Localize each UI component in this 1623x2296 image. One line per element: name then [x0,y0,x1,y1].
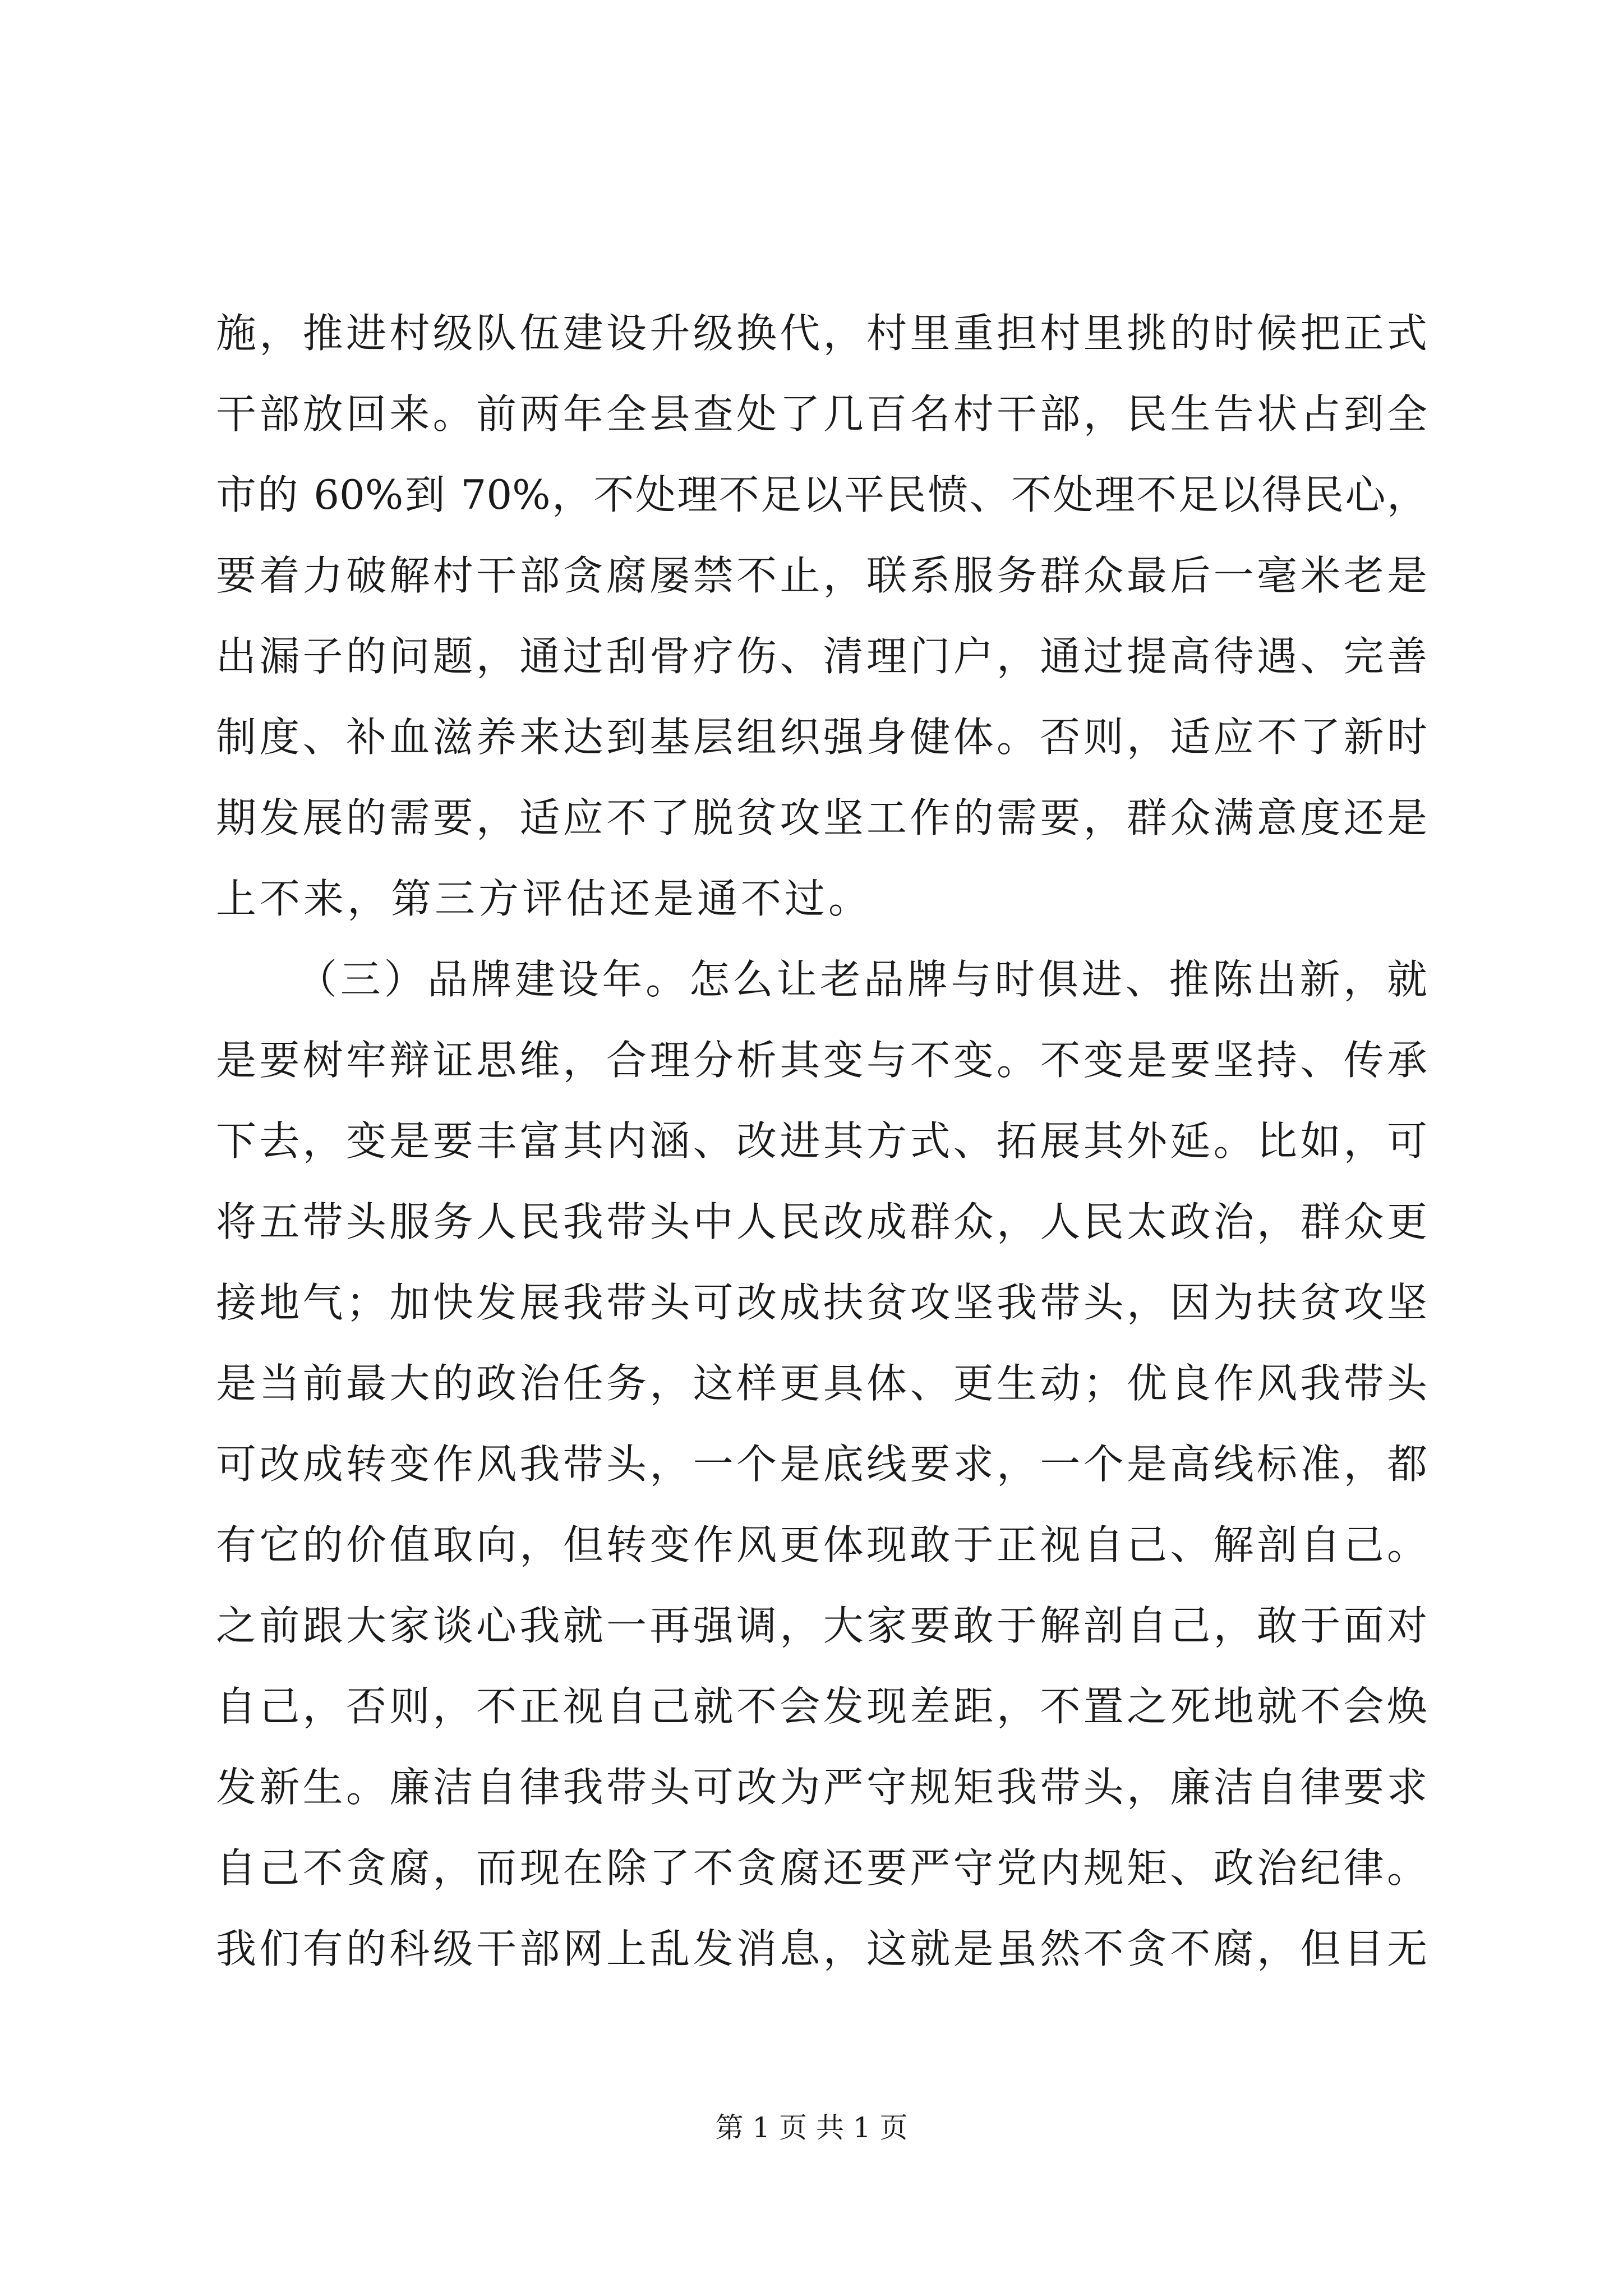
text-line: 施，推进村级队伍建设升级换代，村里重担村里挑的时候把正式 [216,310,1427,357]
text-line: 上不来，第三方评估还是通不过。 [216,875,873,922]
page-number-label: 第 1 页 共 1 页 [715,2111,908,2144]
text-line: 自己不贪腐，而现在除了不贪腐还要严守党内规矩、政治纪律。 [216,1844,1427,1892]
text-line: 之前跟大家谈心我就一再强调，大家要敢于解剖自己，敢于面对 [216,1602,1427,1649]
body-text [216,293,1427,1989]
text-line: 发新生。廉洁自律我带头可改为严守规矩我带头，廉洁自律要求 [216,1764,1427,1811]
text-line: 下去，变是要丰富其内涵、改进其方式、拓展其外延。比如，可 [216,1117,1427,1165]
text-line: 是当前最大的政治任务，这样更具体、更生动；优良作风我带头 [216,1360,1427,1407]
text-line: 市的 60%到 70%，不处理不足以平民愤、不处理不足以得民心， [216,471,1427,518]
text-line: 制度、补血滋养来达到基层组织强身健体。否则，适应不了新时 [216,714,1427,761]
text-line: 期发展的需要，适应不了脱贫攻坚工作的需要，群众满意度还是 [216,794,1427,841]
text-line: 要着力破解村干部贪腐屡禁不止，联系服务群众最后一毫米老是 [216,552,1427,599]
text-line: 我们有的科级干部网上乱发消息，这就是虽然不贪不腐，但目无 [216,1925,1427,1972]
text-line: 自己，否则，不正视自己就不会发现差距，不置之死地就不会焕 [216,1683,1427,1730]
text-line: 出漏子的问题，通过刮骨疗伤、清理门户，通过提高待遇、完善 [216,633,1427,680]
text-line: 是要树牢辩证思维，合理分析其变与不变。不变是要坚持、传承 [216,1037,1427,1084]
text-line: 可改成转变作风我带头，一个是底线要求，一个是高线标准，都 [216,1441,1427,1488]
page-footer [0,2108,1623,2147]
text-line: 将五带头服务人民我带头中人民改成群众，人民太政治，群众更 [216,1198,1427,1245]
text-line: 干部放回来。前两年全县查处了几百名村干部，民生告状占到全 [216,390,1427,438]
text-line: 接地气；加快发展我带头可改成扶贫攻坚我带头，因为扶贫攻坚 [216,1279,1427,1326]
text-line: 有它的价值取向，但转变作风更体现敢于正视自己、解剖自己。 [216,1521,1427,1568]
text-line: （三）品牌建设年。怎么让老品牌与时俱进、推陈出新，就 [297,956,1427,1003]
